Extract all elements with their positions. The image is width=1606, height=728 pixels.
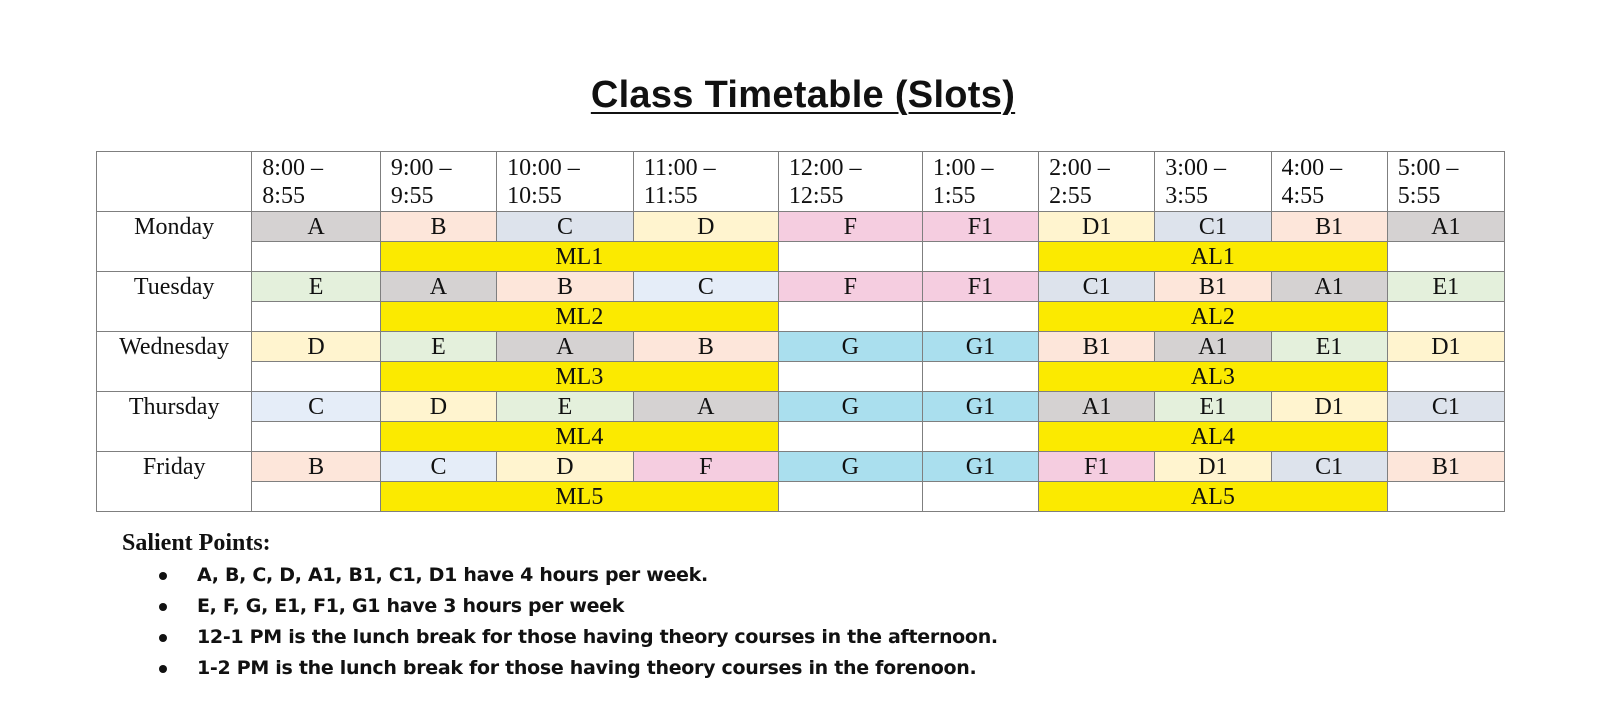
slot-cell: D1 (1155, 452, 1271, 482)
time-end: 9:55 (390, 182, 434, 209)
time-slot-header (778, 152, 922, 212)
slot-cell: B1 (1387, 452, 1504, 482)
slot-cell: D1 (1387, 332, 1504, 362)
slot-cell: F1 (1039, 452, 1155, 482)
empty-cell (778, 422, 922, 452)
slot-cell: E1 (1387, 272, 1504, 302)
slot-cell: E (252, 272, 381, 302)
time-end: 12:55 (788, 182, 844, 209)
time-end: 8:55 (262, 182, 305, 209)
afternoon-lab-cell: AL3 (1039, 362, 1388, 392)
salient-point-text: 12-1 PM is the lunch break for those having theory courses in the afternoon. (197, 626, 998, 648)
slot-cell: D (497, 452, 634, 482)
empty-cell (1387, 302, 1504, 332)
slot-cell: G (778, 452, 922, 482)
time-slot-header (633, 152, 778, 212)
empty-cell (778, 302, 922, 332)
day-label: Wednesday (97, 332, 252, 392)
time-start: 11:00 – (643, 154, 716, 181)
empty-cell (252, 362, 381, 392)
slot-cell: C1 (1039, 272, 1155, 302)
day-label: Thursday (97, 392, 252, 452)
salient-point (122, 591, 998, 622)
time-start: 3:00 – (1165, 154, 1226, 181)
empty-cell (778, 482, 922, 512)
empty-cell (922, 422, 1038, 452)
afternoon-lab-cell: AL1 (1039, 242, 1388, 272)
timetable (96, 151, 1505, 512)
slot-cell: F (778, 272, 922, 302)
slot-cell: C (497, 212, 634, 242)
time-start: 12:00 – (788, 154, 862, 181)
time-end: 4:55 (1281, 182, 1325, 209)
empty-cell (922, 242, 1038, 272)
slot-cell: C1 (1387, 392, 1504, 422)
slot-cell: B1 (1155, 272, 1271, 302)
slot-cell: B1 (1271, 212, 1387, 242)
empty-cell (252, 422, 381, 452)
salient-point-text: 1-2 PM is the lunch break for those having theory courses in the forenoon. (197, 657, 977, 679)
empty-cell (252, 242, 381, 272)
afternoon-lab-cell: AL4 (1039, 422, 1388, 452)
slot-cell: A (497, 332, 634, 362)
slot-cell: C (633, 272, 778, 302)
slot-cell: A1 (1155, 332, 1271, 362)
slot-cell: D1 (1039, 212, 1155, 242)
empty-cell (1387, 482, 1504, 512)
time-end: 5:55 (1397, 182, 1441, 209)
theory-row (97, 452, 1505, 482)
slot-cell: A (380, 272, 496, 302)
slot-cell: E (380, 332, 496, 362)
empty-cell (1387, 422, 1504, 452)
time-slot-header (1039, 152, 1155, 212)
bullet-icon (159, 572, 167, 580)
slot-cell: D (380, 392, 496, 422)
slot-cell: B (380, 212, 496, 242)
time-start: 5:00 – (1397, 154, 1459, 181)
slot-cell: A (633, 392, 778, 422)
empty-cell (922, 302, 1038, 332)
empty-cell (252, 302, 381, 332)
morning-lab-cell: ML4 (380, 422, 778, 452)
salient-points-list (122, 560, 998, 684)
slot-cell: G1 (922, 392, 1038, 422)
time-start: 1:00 – (932, 154, 994, 181)
time-slot-header (1271, 152, 1387, 212)
slot-cell: D1 (1271, 392, 1387, 422)
lab-row (97, 482, 1505, 512)
time-slot-header (1155, 152, 1271, 212)
morning-lab-cell: ML1 (380, 242, 778, 272)
lab-row (97, 302, 1505, 332)
slot-cell: D (633, 212, 778, 242)
time-start: 9:00 – (390, 154, 452, 181)
slot-cell: A1 (1387, 212, 1504, 242)
time-end: 1:55 (932, 182, 976, 209)
slot-cell: G1 (922, 452, 1038, 482)
time-header-row (97, 152, 1505, 212)
time-start: 8:00 – (262, 154, 323, 181)
slot-cell: A (252, 212, 381, 242)
time-slot-header (497, 152, 634, 212)
salient-point (122, 622, 998, 653)
time-slot-header (380, 152, 496, 212)
time-slot-header (1387, 152, 1504, 212)
slot-cell: F1 (922, 272, 1038, 302)
time-end: 2:55 (1049, 182, 1092, 209)
morning-lab-cell: ML5 (380, 482, 778, 512)
empty-cell (1387, 362, 1504, 392)
slot-cell: C1 (1271, 452, 1387, 482)
day-label: Friday (97, 452, 252, 512)
time-start: 2:00 – (1049, 154, 1110, 181)
time-end: 11:55 (643, 182, 698, 209)
morning-lab-cell: ML2 (380, 302, 778, 332)
page-title: Class Timetable (Slots) (590, 74, 1016, 116)
slot-cell: F (778, 212, 922, 242)
empty-cell (922, 362, 1038, 392)
time-slot-header (252, 152, 381, 212)
slot-cell: B1 (1039, 332, 1155, 362)
empty-cell (1387, 242, 1504, 272)
slot-cell: E (497, 392, 634, 422)
slot-cell: E1 (1271, 332, 1387, 362)
theory-row (97, 332, 1505, 362)
slot-cell: B (497, 272, 634, 302)
theory-row (97, 212, 1505, 242)
bullet-icon (159, 634, 167, 642)
slot-cell: G (778, 332, 922, 362)
empty-cell (252, 482, 381, 512)
slot-cell: A1 (1039, 392, 1155, 422)
slot-cell: B (633, 332, 778, 362)
salient-point (122, 560, 998, 591)
slot-cell: G (778, 392, 922, 422)
salient-points (122, 528, 998, 684)
salient-points-heading: Salient Points: (122, 530, 271, 556)
slot-cell: G1 (922, 332, 1038, 362)
time-slot-header (922, 152, 1038, 212)
lab-row (97, 422, 1505, 452)
morning-lab-cell: ML3 (380, 362, 778, 392)
slot-cell: F (633, 452, 778, 482)
day-label: Monday (97, 212, 252, 272)
slot-cell: C (252, 392, 381, 422)
afternoon-lab-cell: AL5 (1039, 482, 1388, 512)
lab-row (97, 362, 1505, 392)
bullet-icon (159, 603, 167, 611)
slot-cell: A1 (1271, 272, 1387, 302)
time-end: 10:55 (507, 182, 562, 209)
empty-cell (922, 482, 1038, 512)
slot-cell: F1 (922, 212, 1038, 242)
slot-cell: C1 (1155, 212, 1271, 242)
salient-point (122, 653, 998, 684)
theory-row (97, 272, 1505, 302)
time-end: 3:55 (1165, 182, 1208, 209)
slot-cell: B (252, 452, 381, 482)
theory-row (97, 392, 1505, 422)
time-start: 4:00 – (1281, 154, 1343, 181)
lab-row (97, 242, 1505, 272)
slot-cell: E1 (1155, 392, 1271, 422)
salient-point-text: E, F, G, E1, F1, G1 have 3 hours per week (197, 595, 625, 617)
time-start: 10:00 – (507, 154, 580, 181)
afternoon-lab-cell: AL2 (1039, 302, 1388, 332)
empty-cell (778, 362, 922, 392)
corner-cell (97, 152, 252, 212)
salient-point-text: A, B, C, D, A1, B1, C1, D1 have 4 hours per week. (197, 564, 708, 586)
slot-cell: C (380, 452, 496, 482)
slot-cell: D (252, 332, 381, 362)
empty-cell (778, 242, 922, 272)
day-label: Tuesday (97, 272, 252, 332)
bullet-icon (159, 665, 167, 673)
